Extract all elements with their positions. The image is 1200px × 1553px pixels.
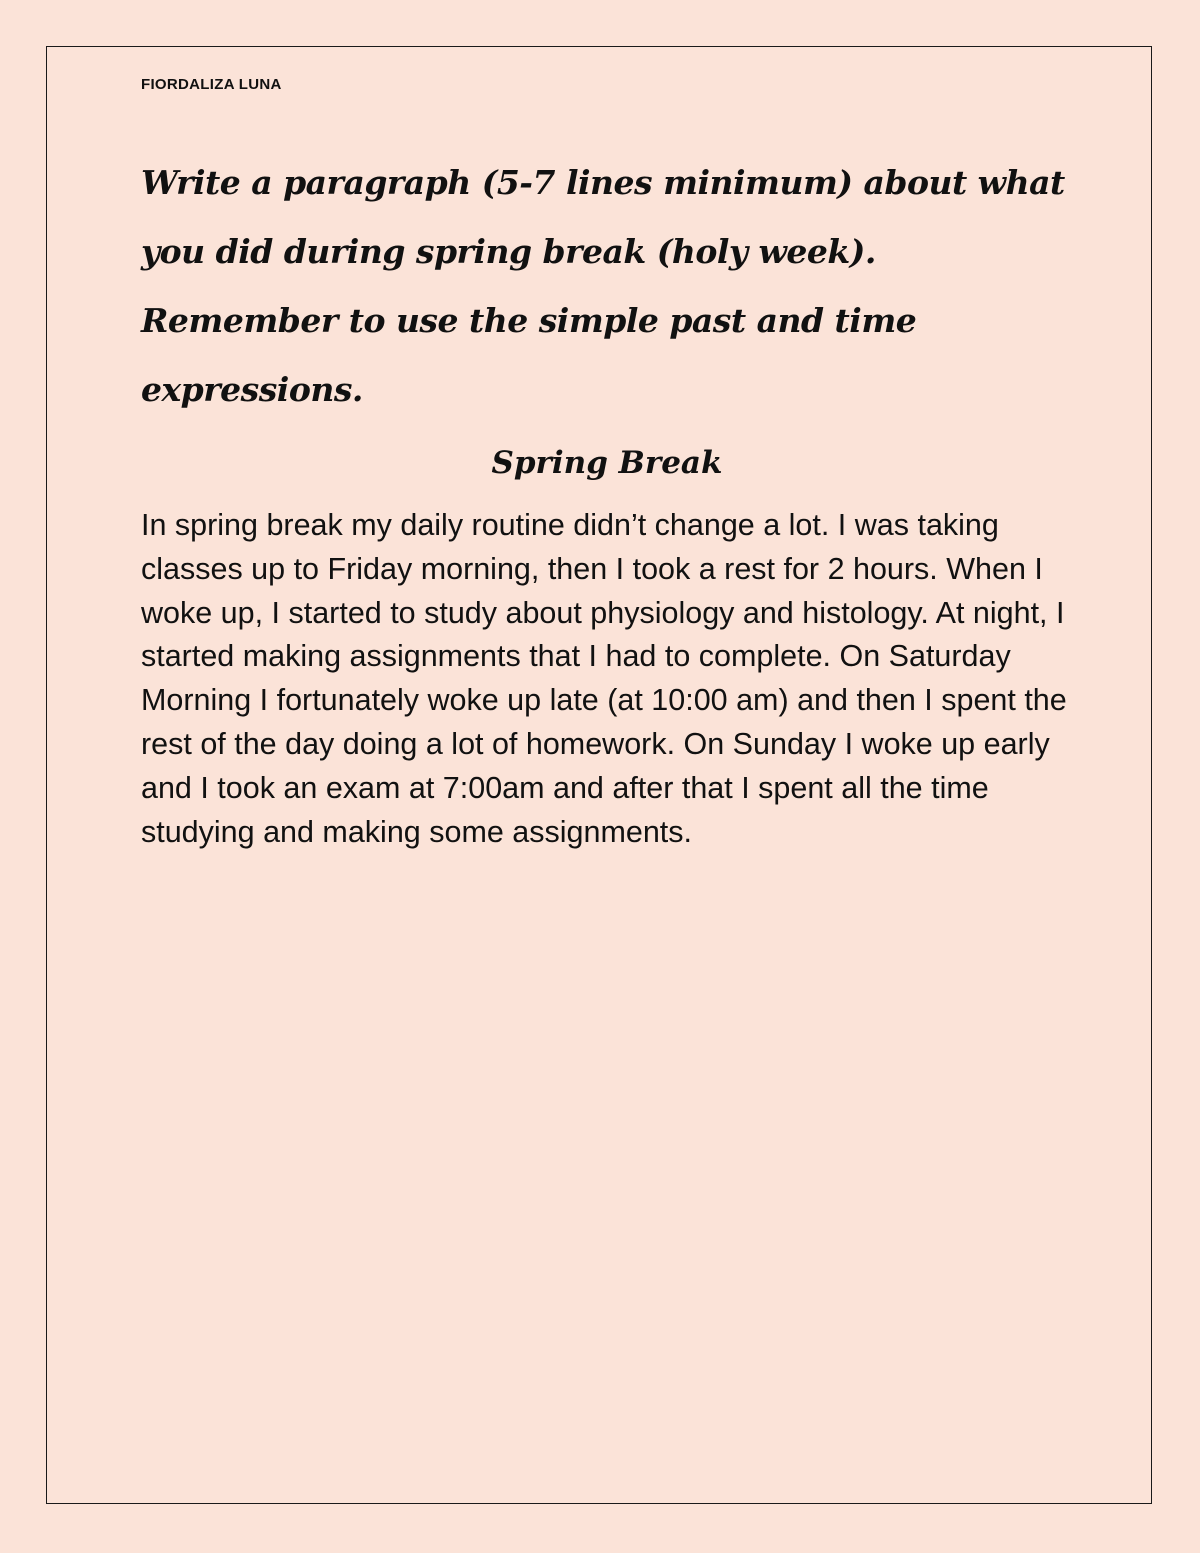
author-name: FIORDALIZA LUNA [141, 76, 282, 93]
document-content [141, 74, 1071, 854]
assignment-prompt: Write a paragraph (5-7 lines minimum) about what you did during spring break (holy week). Remember to use the simple past and time expressions. [141, 163, 1065, 409]
essay-body: In spring break my daily routine didn’t change a lot. I was taking classes up to Friday morning, then I took a rest for 2 hours. When I woke up, I started to study about physiology and histology. At night, I started making assignments that I had to complete. On Saturday Morning I fortunately woke up late (at 10:00 am) and then I spent the rest of the day doing a lot of homework. On Sunday I woke up early and I took an exam at 7:00am and after that I spent all the time studying and making some assignments. [141, 508, 1067, 849]
essay-title: Spring Break [491, 445, 723, 481]
